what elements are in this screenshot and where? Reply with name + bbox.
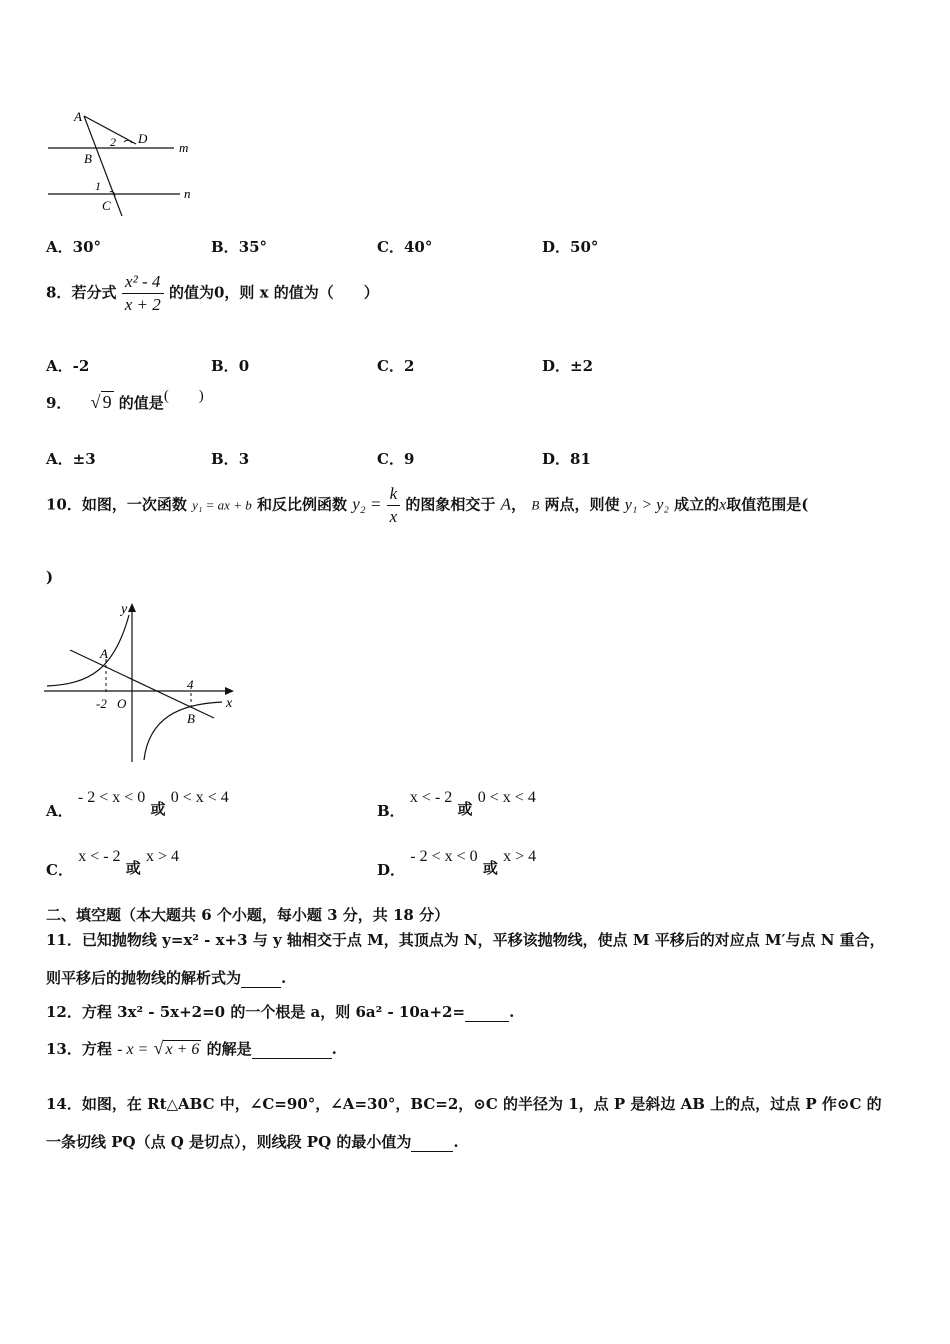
- q10-close: ): [46, 568, 54, 586]
- q9-option-c[interactable]: C．9: [377, 450, 415, 468]
- q12-stem: 12．方程 3x² - 5x+2=0 的一个根是 a，则 6a² - 10a+2= .: [46, 1003, 515, 1021]
- q10-option-d[interactable]: D． - 2 < x < 0 或 x > 4: [377, 848, 537, 879]
- q10-fraction: $\frac{k}{x}$: [387, 484, 401, 527]
- q7-option-a[interactable]: A．30°: [46, 238, 102, 256]
- q9-option-b[interactable]: B．3: [211, 450, 250, 468]
- q10-option-a[interactable]: A． - 2 < x < 0 或 0 < x < 4: [46, 789, 229, 820]
- q10-option-c[interactable]: C． x < - 2 或 x > 4: [46, 848, 180, 879]
- q11-answer-blank[interactable]: [241, 969, 281, 988]
- q13-radical: √ x + 6: [153, 1038, 200, 1058]
- label-m: m: [179, 140, 189, 155]
- q8-fraction: $\frac{\text{x² - 4}}{x + 2}$: [122, 272, 164, 315]
- point-A-label: A: [100, 646, 108, 661]
- q14-line1: 14．如图，在 Rt△ABC 中，∠C=90°，∠A=30°，BC=2，⊙C 的半径为 1，点 P 是斜边 AB 上的点，过点 P 作⊙C 的: [46, 1095, 882, 1113]
- q8-option-a[interactable]: A．-2: [46, 357, 90, 375]
- q9-option-a[interactable]: A．±3: [46, 450, 96, 468]
- q14-line2: 一条切线 PQ（点 Q 是切点），则线段 PQ 的最小值为 .: [46, 1133, 459, 1151]
- q7-option-c[interactable]: C．40°: [377, 238, 433, 256]
- q10-stem: 10．如图，一次函数 y₁ = ax + b 和反比例函数 y₂ = $\frac{k}{x}$ 的图象相交于 A， B 两点，则使 y₁ > y₂ 成立的x取值范围是(: [46, 484, 809, 526]
- q11-line1: 11．已知抛物线 y=x² - x+3 与 y 轴相交于点 M，其顶点为 N，平移该抛物线，使点 M 平移后的对应点 M′与点 N 重合，: [46, 931, 885, 949]
- q8-option-d[interactable]: D．±2: [542, 357, 594, 375]
- q12-answer-blank[interactable]: [465, 1003, 509, 1022]
- q8-option-c[interactable]: C．2: [377, 357, 415, 375]
- section-title: 二、填空题（本大题共 6 个小题，每小题 3 分，共 18 分）: [46, 906, 450, 924]
- x-axis-label: x: [226, 696, 233, 711]
- q7-option-b[interactable]: B．35°: [211, 238, 268, 256]
- label-n: n: [184, 186, 191, 201]
- q11-line2: 则平移后的抛物线的解析式为 .: [46, 969, 287, 987]
- q8-stem: 8．若分式 $\frac{\text{x² - 4}}{x + 2}$ 的值为0，则 x 的值为（ ）: [46, 272, 379, 314]
- angle-2: 2: [110, 135, 116, 149]
- y-axis-label: y: [121, 602, 128, 617]
- label-D: D: [138, 131, 148, 146]
- label-C: C: [102, 198, 111, 213]
- q8-option-b[interactable]: B．0: [211, 357, 250, 375]
- tick-neg2: -2: [96, 696, 107, 711]
- q10-option-b[interactable]: B． x < - 2 或 0 < x < 4: [377, 789, 536, 820]
- q7-option-d[interactable]: D．50°: [542, 238, 599, 256]
- parallel-lines-figure: [44, 104, 204, 219]
- function-graph: [44, 600, 244, 765]
- angle-1: 1: [95, 179, 101, 193]
- q9-option-d[interactable]: D．81: [542, 450, 591, 468]
- q14-answer-blank[interactable]: [411, 1133, 453, 1152]
- tick-4: 4: [187, 677, 194, 692]
- label-B: B: [84, 151, 92, 166]
- origin-label: O: [117, 696, 127, 711]
- label-A: A: [74, 109, 82, 124]
- q9-radical: √ 9: [90, 392, 112, 412]
- q13-stem: 13．方程 - x = √ x + 6 的解是 .: [46, 1038, 337, 1058]
- point-B-label: B: [187, 711, 195, 726]
- q9-stem: 9． √ 9 的值是( ): [46, 388, 204, 412]
- q13-answer-blank[interactable]: [252, 1040, 332, 1059]
